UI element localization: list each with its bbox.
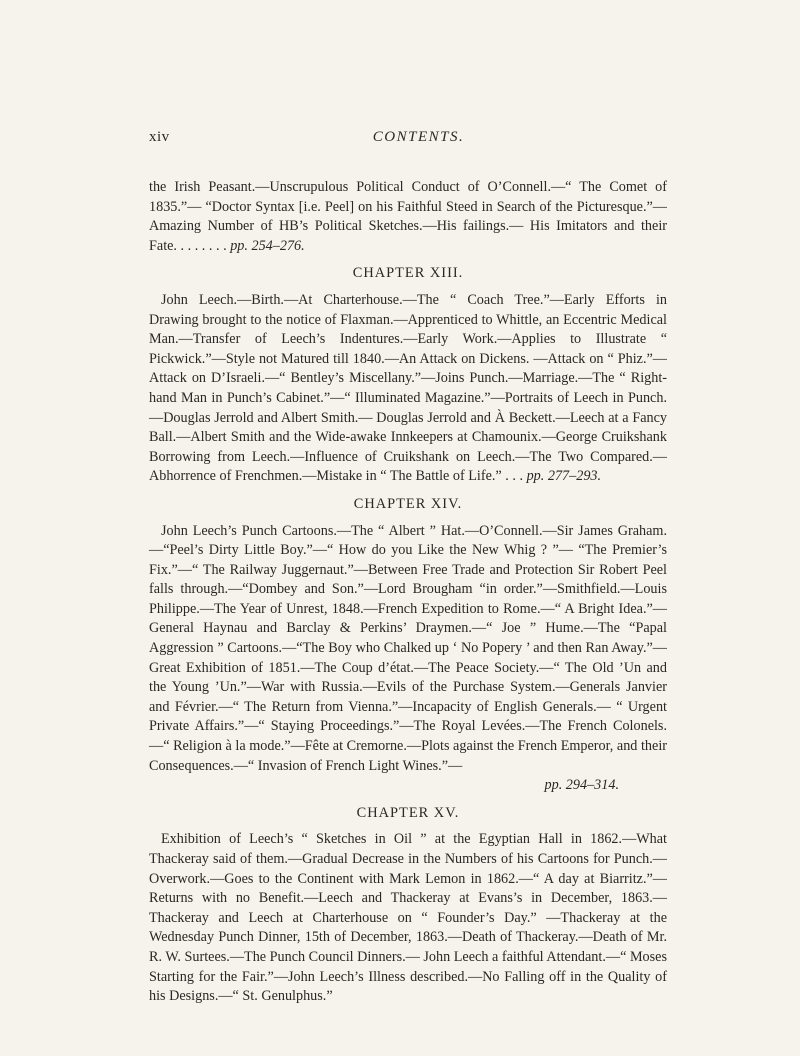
chapter-xiv-text: John Leech’s Punch Cartoons.—The “ Albert ” Hat.—O’Connell.—Sir James Graham.—“Peel’s Dirty Little Boy.”—“ How do you Like the New Whig ? ”— “The Premier’s Fix.”—“ The Railway Juggernaut.”—Between Free Trade and Protection Sir Robert Peel falls through.—“Dombey and Son.”—Lord Brougham “in order.”—Smithfield.—Louis Philippe.—The Year of Unrest, 1848.—French Expedition to Rome.—“ A Bright Idea.”—General Haynau and Barclay & Perkins’ Draymen.—“ Joe ” Hume.—The “Papal Aggression ” Cartoons.—“The Boy who Chalked up ‘ No Popery ’ and then Ran Away.”—Great Exhibition of 1851.—The Coup d’état.—The Peace Society.—“ The Old ’Un and the Young ’Un.”—War with Russia.—Evils of the Purchase System.—Generals Janvier and Février.—“ The Return from Vienna.”—Incapacity of English Generals.— “ Urgent Private Affairs.”—“ Staying Proceedings.”—The Royal Levées.—The French Colonels.—“ Religion à la mode.”—Fête at Cremorne.—Plots against the French Emperor, and their Consequences.—“ Invasion of French Light Wines.”—	[149, 522, 667, 774]
chapter-xiv-summary	[149, 522, 667, 796]
chapter-xv-text: Exhibition of Leech’s “ Sketches in Oil ” at the Egyptian Hall in 1862.—What Thackeray said of them.—Gradual Decrease in the Numbers of his Cartoons for Punch.—Overwork.—Goes to the Continent with Mark Lemon in 1862.—“ A day at Biarritz.”—Returns with no Benefit.—Leech and Thackeray at Evans’s in December, 1863.—Thackeray and Leech at Charterhouse on “ Founder’s Day.” —Thackeray at the Wednesday Punch Dinner, 15th of December, 1863.—Death of Thackeray.—Death of Mr. R. W. Surtees.—The Punch Council Dinners.— John Leech a faithful Attendant.—“ Moses Starting for the Fair.”—John Leech’s Illness described.—No Falling off in the Quality of his Designs.—“ St. Genulphus.”	[149, 831, 667, 1005]
running-head	[149, 129, 668, 153]
chapter-xiii-summary	[149, 291, 667, 487]
contents-body	[149, 178, 667, 1007]
chapter-xiii-pages: pp. 277–293.	[526, 468, 602, 485]
continuation-paragraph	[149, 178, 667, 256]
chapter-xiv-pages: pp. 294–314.	[544, 777, 619, 794]
chapter-xiii-text: John Leech.—Birth.—At Charterhouse.—The “ Coach Tree.”—Early Efforts in Drawing brought to the notice of Flaxman.—Apprenticed to Whittle, an Eccentric Medical Man.—Transfer of Leech’s Indentures.—Early Work.—Applies to Illustrate “ Pickwick.”—Style not Matured till 1840.—An Attack on Dickens. —Attack on “ Phiz.”—Attack on D’Israeli.—“ Bentley’s Miscellany.”—Joins Punch.—Marriage.—The “ Right-hand Man in Punch’s Cabinet.”—“ Illuminated Magazine.”—Portraits of Leech in Punch.—Douglas Jerrold and Albert Smith.— Douglas Jerrold and À Beckett.—Leech at a Fancy Ball.—Albert Smith and the Wide-awake Innkeepers at Chamounix.—George Cruikshank Borrowing from Leech.—Influence of Cruikshank on Leech.—The Two Compared.—Abhorrence of Frenchmen.—Mistake in “ The Battle of Life.” . . .	[149, 291, 667, 485]
chapter-heading-xv: CHAPTER XV.	[356, 804, 460, 821]
continuation-text: the Irish Peasant.—Unscrupulous Political Conduct of O’Connell.—“ The Comet of 1835.”— “Doctor Syntax [i.e. Peel] on his Faithful Steed in Search of the Picturesque.”—Amazing Number of HB’s Political Sketches.—His failings.— His Imitators and their Fate. . . . . . . .	[149, 179, 667, 254]
chapter-xv-summary	[149, 830, 667, 1006]
continuation-pages: pp. 254–276.	[230, 237, 305, 254]
chapter-heading-xiv: CHAPTER XIV.	[353, 495, 463, 512]
page-number: xiv	[149, 129, 170, 145]
running-title: CONTENTS.	[372, 129, 465, 145]
chapter-heading-xiii: CHAPTER XIII.	[352, 265, 464, 282]
